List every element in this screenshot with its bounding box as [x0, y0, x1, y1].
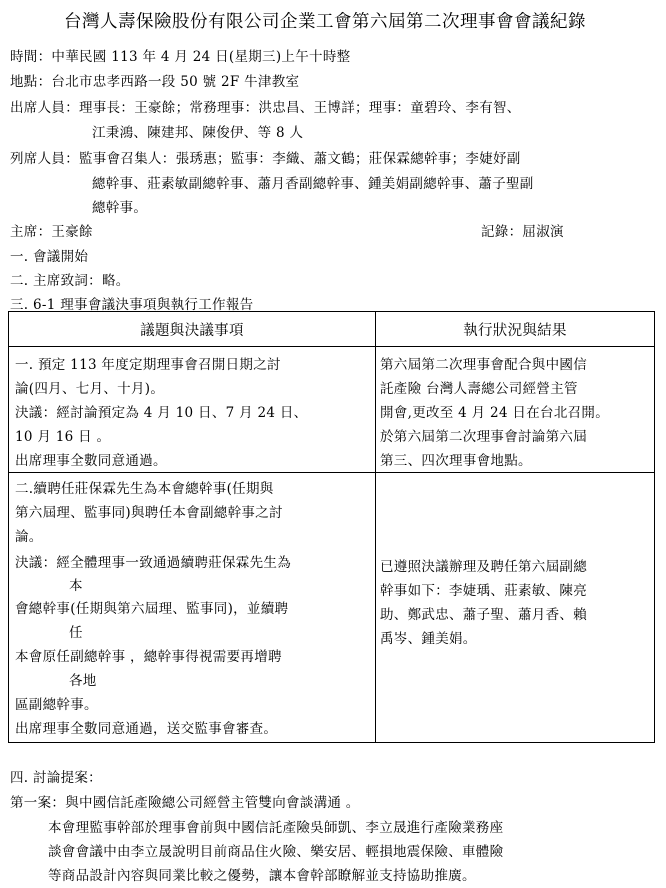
- row2-issue-line: 第六屆理、監事同)與聘任本會副總幹事之討: [15, 505, 283, 521]
- row2-issue-line: 各地: [69, 673, 97, 689]
- row1-result-line: 開會,更改至 4 月 24 日在台北召開。: [380, 405, 610, 421]
- row1-result-line: 託產險 台灣人壽總公司經營主管: [380, 381, 578, 397]
- row2-issue-line: 會總幹事(任期與第六屆理、監事同)，並續聘: [15, 601, 289, 617]
- row1-issue-line: 10 月 16 日 。: [15, 429, 111, 445]
- case1-body-line: 本會理監事幹部於理事會前與中國信託產險吳師凱、李立晟進行產險業務座: [48, 820, 504, 836]
- row1-issue-line: 出席理事全數同意通過。: [15, 453, 167, 469]
- row2-issue-line: 本: [69, 578, 83, 594]
- row2-issue-line: 本會原任副總幹事 ，總幹事得視需要再增聘: [15, 649, 282, 665]
- case1-title: 第一案：與中國信託產險總公司經營主管雙向會談溝通 。: [10, 795, 360, 811]
- row2-result-cell: [376, 473, 655, 743]
- table-header-row: [9, 312, 655, 347]
- row1-issue-line: 決議：經討論預定為 4 月 10 日、7 月 24 日、: [15, 405, 308, 421]
- row2-result-line: 已遵照決議辦理及聘任第六屆副總: [380, 559, 587, 575]
- col-header-issue: 議題與決議事項: [9, 312, 376, 347]
- row1-result-cell: [376, 347, 655, 473]
- row1-result-line: 於第六屆第二次理事會討論第六屆: [380, 429, 587, 445]
- document-title: 台灣人壽保險股份有限公司企業工會第六屆第二次理事會會議紀錄: [64, 12, 586, 32]
- row2-issue-cell: [9, 473, 376, 743]
- recorder: 記錄：屈淑演: [481, 224, 564, 240]
- attendees-line-1: 出席人員：理事長：王豪餘；常務理事：洪忠昌、王博詳；理事：童碧玲、李有智、: [10, 100, 521, 116]
- table-row: [9, 347, 655, 473]
- row1-issue-line: 一. 預定 113 年度定期理事會召開日期之討: [15, 357, 281, 373]
- meeting-time: 時間：中華民國 113 年 4 月 24 日(星期三)上午十時整: [10, 49, 351, 65]
- table-row: [9, 473, 655, 743]
- row1-issue-cell: [9, 347, 376, 473]
- chair: 主席：王豪餘: [10, 224, 93, 240]
- observers-line-3: 總幹事。: [92, 200, 148, 216]
- attendees-line-2: 江秉鴻、陳建邦、陳俊伊、等 8 人: [92, 125, 304, 141]
- meeting-place: 地點：台北市忠孝西路一段 50 號 2F 牛津教室: [10, 74, 300, 90]
- row2-result-line: 助、鄭武忠、蕭子聖、蕭月香、賴: [380, 607, 587, 623]
- row1-result-line: 第三、四次理事會地點。: [380, 453, 532, 469]
- agenda-item-3: 三. 6-1 理事會議決事項與執行工作報告: [10, 297, 254, 313]
- row1-issue-line: 論(四月、七月、十月)。: [15, 381, 165, 397]
- case1-body-line: 等商品設計內容與同業比較之優勢，讓本會幹部瞭解並支持協助推廣。: [48, 868, 476, 884]
- row2-issue-line: 論。: [15, 529, 43, 545]
- row2-result-line: 幹事如下：李婕瑀、莊素敏、陳亮: [380, 583, 587, 599]
- row2-result-line: 禹岑、鍾美娟。: [380, 631, 477, 647]
- agenda-item-1: 一. 會議開始: [10, 249, 89, 265]
- agenda-item-2: 二. 主席致詞：略。: [10, 273, 130, 289]
- row2-issue-line: 任: [69, 625, 83, 641]
- row2-issue-line: 區副總幹事。: [15, 697, 98, 713]
- section4-heading: 四. 討論提案：: [10, 770, 102, 786]
- row2-issue-line: 二.續聘任莊保霖先生為本會總幹事(任期與: [15, 481, 274, 497]
- row1-result-line: 第六屆第二次理事會配合與中國信: [380, 357, 587, 373]
- observers-line-1: 列席人員：監事會召集人：張琇惠；監事：李織、蕭文鶴；莊保霖總幹事；李婕妤副: [10, 151, 521, 167]
- observers-line-2: 總幹事、莊素敏副總幹事、蕭月香副總幹事、鍾美娟副總幹事、蕭子聖副: [92, 176, 534, 192]
- col-header-result: 執行狀況與結果: [376, 312, 655, 347]
- case1-body-line: 談會會議中由李立晟說明目前商品住火險、樂安居、輕損地震保險、車體險: [48, 844, 504, 860]
- row2-issue-line: 決議：經全體理事一致通過續聘莊保霖先生為: [15, 555, 291, 571]
- row2-issue-line: 出席理事全數同意通過，送交監事會審查。: [15, 721, 278, 737]
- resolution-table: [8, 311, 655, 743]
